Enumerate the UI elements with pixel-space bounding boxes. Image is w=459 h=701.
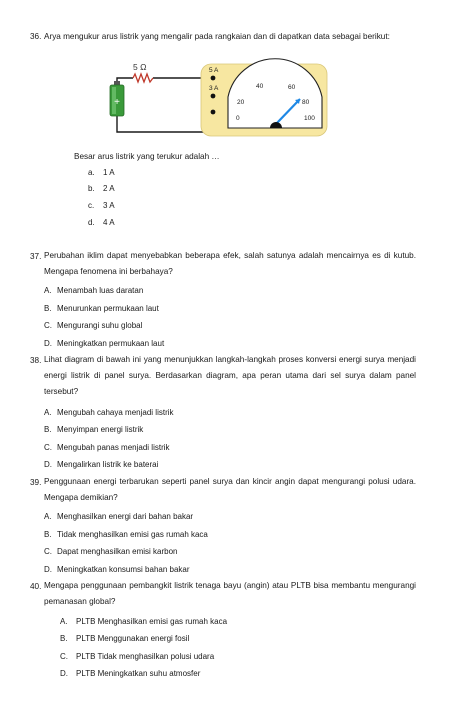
option-40-c-letter: C.	[60, 652, 68, 661]
terminal-3a-dot	[211, 94, 216, 99]
question-40-number: 40.	[30, 582, 42, 591]
resistor-label: 5 Ω	[133, 62, 147, 72]
question-40-text: Mengapa penggunaan pembangkit listrik tenaga bayu (angin) atau PLTB bisa membantu mengurangi pemanasan global?	[44, 581, 416, 606]
option-38-c-text[interactable]: Mengubah panas menjadi listrik	[57, 443, 170, 452]
scale-label-60: 60	[288, 84, 296, 91]
option-39-d-letter: D.	[44, 565, 52, 574]
scale-label-20: 20	[237, 99, 245, 106]
option-38-d-letter: D.	[44, 460, 52, 469]
option-37-d-letter: D.	[44, 339, 52, 348]
option-39-b-letter: B.	[44, 530, 52, 539]
option-39-a-text[interactable]: Menghasilkan energi dari bahan bakar	[57, 512, 194, 521]
option-39-c-letter: C.	[44, 547, 52, 556]
option-40-a-text[interactable]: PLTB Menghasilkan emisi gas rumah kaca	[76, 617, 228, 626]
option-40-b-text[interactable]: PLTB Menggunakan energi fosil	[76, 634, 190, 643]
option-39-c-text[interactable]: Dapat menghasilkan emisi karbon	[57, 547, 178, 556]
question-37-number: 37.	[30, 252, 42, 261]
option-38-a-letter: A.	[44, 408, 52, 417]
option-37-c-text[interactable]: Mengurangi suhu global	[57, 321, 143, 330]
option-38-c-letter: C.	[44, 443, 52, 452]
option-37-a-text[interactable]: Menambah luas daratan	[57, 286, 144, 295]
question-38-number: 38.	[30, 356, 42, 365]
option-36-d-text[interactable]: 4 A	[103, 218, 115, 227]
terminal-5a-label: 5 A	[209, 67, 219, 74]
resistor-icon	[133, 74, 153, 82]
scale-label-100: 100	[304, 115, 315, 122]
option-38-d-text[interactable]: Mengalirkan listrik ke baterai	[57, 460, 159, 469]
option-40-b-letter: B.	[60, 634, 68, 643]
option-39-a-letter: A.	[44, 512, 52, 521]
option-38-a-text[interactable]: Mengubah cahaya menjadi listrik	[57, 408, 174, 417]
option-37-c-letter: C.	[44, 321, 52, 330]
option-40-d-letter: D.	[60, 669, 68, 678]
option-37-d-text[interactable]: Meningkatkan permukaan laut	[57, 339, 165, 348]
terminal-5a-dot	[211, 76, 216, 81]
question-36-text: Arya mengukur arus listrik yang mengalir pada rangkaian dan di dapatkan data sebagai berikut:	[44, 32, 390, 41]
option-36-c-text[interactable]: 3 A	[103, 201, 115, 210]
option-40-a-letter: A.	[60, 617, 68, 626]
option-40-d-text[interactable]: PLTB Meningkatkan suhu atmosfer	[76, 669, 201, 678]
circuit-wires	[117, 78, 213, 132]
option-36-c-letter: c.	[88, 201, 95, 210]
scale-label-40: 40	[256, 83, 264, 90]
question-39-text: Penggunaan energi terbarukan seperti panel surya dan kincir angin dapat mengurangi polusi udara. Mengapa demikian?	[44, 477, 416, 502]
terminal-3a-label: 3 A	[209, 85, 219, 92]
option-39-b-text[interactable]: Tidak menghasilkan emisi gas rumah kaca	[57, 530, 208, 539]
option-36-d-letter: d.	[88, 218, 95, 227]
option-36-b-letter: b.	[88, 184, 95, 193]
question-38-text: Lihat diagram di bawah ini yang menunjukkan langkah-langkah proses konversi energi surya menjadi energi listrik di panel surya. Berdasarkan diagram, apa peran utama dari sel surya dalam panel tersebut?	[44, 355, 416, 396]
question-36-prompt: Besar arus listrik yang terukur adalah …	[74, 152, 220, 161]
option-36-a-text[interactable]: 1 A	[103, 168, 115, 177]
option-37-a-letter: A.	[44, 286, 52, 295]
terminal-common-dot	[211, 110, 216, 115]
battery-icon	[110, 81, 124, 116]
scale-label-80: 80	[302, 99, 310, 106]
option-38-b-letter: B.	[44, 425, 52, 434]
question-36-number: 36.	[30, 32, 42, 41]
scale-label-0: 0	[236, 115, 240, 122]
svg-text:+: +	[114, 97, 120, 108]
option-37-b-letter: B.	[44, 304, 52, 313]
question-37-text: Perubahan iklim dapat menyebabkan beberapa efek, salah satunya adalah mencairnya es di kutub. Mengapa fenomena ini berbahaya?	[44, 251, 416, 276]
option-40-c-text[interactable]: PLTB Tidak menghasilkan polusi udara	[76, 652, 215, 661]
option-36-b-text[interactable]: 2 A	[103, 184, 115, 193]
option-39-d-text[interactable]: Meningkatkan konsumsi bahan bakar	[57, 565, 190, 574]
option-37-b-text[interactable]: Menurunkan permukaan laut	[57, 304, 159, 313]
option-36-a-letter: a.	[88, 168, 95, 177]
question-39-number: 39.	[30, 478, 42, 487]
option-38-b-text[interactable]: Menyimpan energi listrik	[57, 425, 144, 434]
